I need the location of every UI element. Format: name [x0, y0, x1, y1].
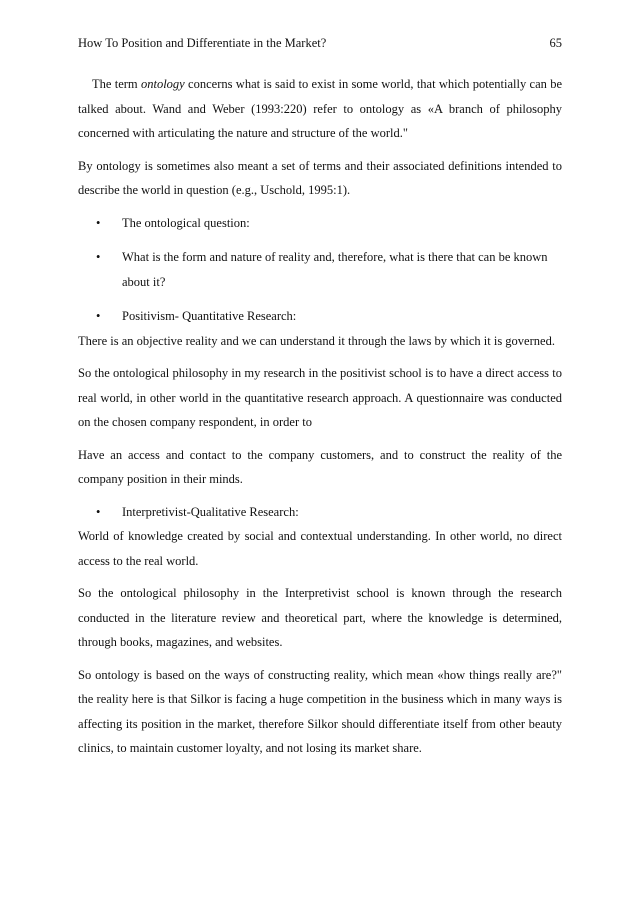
bullet-item-positivism — [96, 304, 562, 329]
bullet-text: The ontological question: — [122, 215, 250, 230]
emphasis-ontology: ontology — [140, 77, 185, 91]
text-run: The term — [92, 77, 141, 91]
bullet-item-ontological-question — [96, 211, 562, 236]
bullet-symbol: • — [96, 504, 101, 519]
bullet-symbol: • — [96, 250, 101, 264]
bullet-symbol: • — [96, 215, 101, 230]
paragraph-ontology-definition — [78, 72, 562, 146]
page-number: 65 — [549, 36, 562, 50]
bullet-item-form-nature — [96, 245, 562, 294]
page-body — [78, 72, 562, 769]
paragraph-positivist-philosophy: So the ontological philosophy in my research in the positivist school is to have a direct access to real world, in other world in the quantitative research approach. A questionnaire was conducted on the chosen company respondent, in order to — [78, 366, 562, 429]
bullet-text: Interpretivist-Qualitative Research: — [122, 504, 299, 519]
paragraph-world-of-knowledge: World of knowledge created by social and contextual understanding. In other world, no direct access to the real world. — [78, 529, 562, 568]
paragraph-interpretivist-philosophy: So the ontological philosophy in the Interpretivist school is known through the research conducted in the literature review and theoretical part, where the knowledge is determined, through books, magazines, and websites. — [78, 586, 562, 649]
paragraph-customer-access: Have an access and contact to the company customers, and to construct the reality of the company position in their minds. — [78, 447, 562, 486]
bullet-text: Positivism- Quantitative Research: — [122, 309, 297, 323]
running-title: How To Position and Differentiate in the Market? — [78, 36, 327, 50]
bullet-symbol: • — [96, 309, 101, 323]
bullet-list-questions — [78, 211, 562, 329]
paragraph-constructing-reality: So ontology is based on the ways of constructing reality, which mean «how things really are?" the reality here is that Silkor is facing a huge competition in the business which in many ways is affecting its position in the market, therefore Silkor should differentiate itself from other beauty clinics, to maintain customer loyalty, and not losing its market share. — [78, 667, 562, 755]
text-run: concerns what is said to exist in some world, that which potentially can be talked about. Wand and Weber (1993:220) refer to ontology as «A branch of philosophy concerned with articulating the nature and structure of the world." — [78, 77, 562, 140]
bullet-text: What is the form and nature of reality and, therefore, what is there that can be known about it? — [122, 250, 548, 289]
bullet-item-interpretivist — [96, 500, 562, 525]
paragraph-ontology-terms: By ontology is sometimes also meant a set of terms and their associated definitions intended to describe the world in question (e.g., Uschold, 1995:1). — [78, 158, 562, 197]
paragraph-objective-reality: There is an objective reality and we can understand it through the laws by which it is governed. — [78, 333, 555, 348]
bullet-list-interpretivist — [78, 500, 562, 525]
